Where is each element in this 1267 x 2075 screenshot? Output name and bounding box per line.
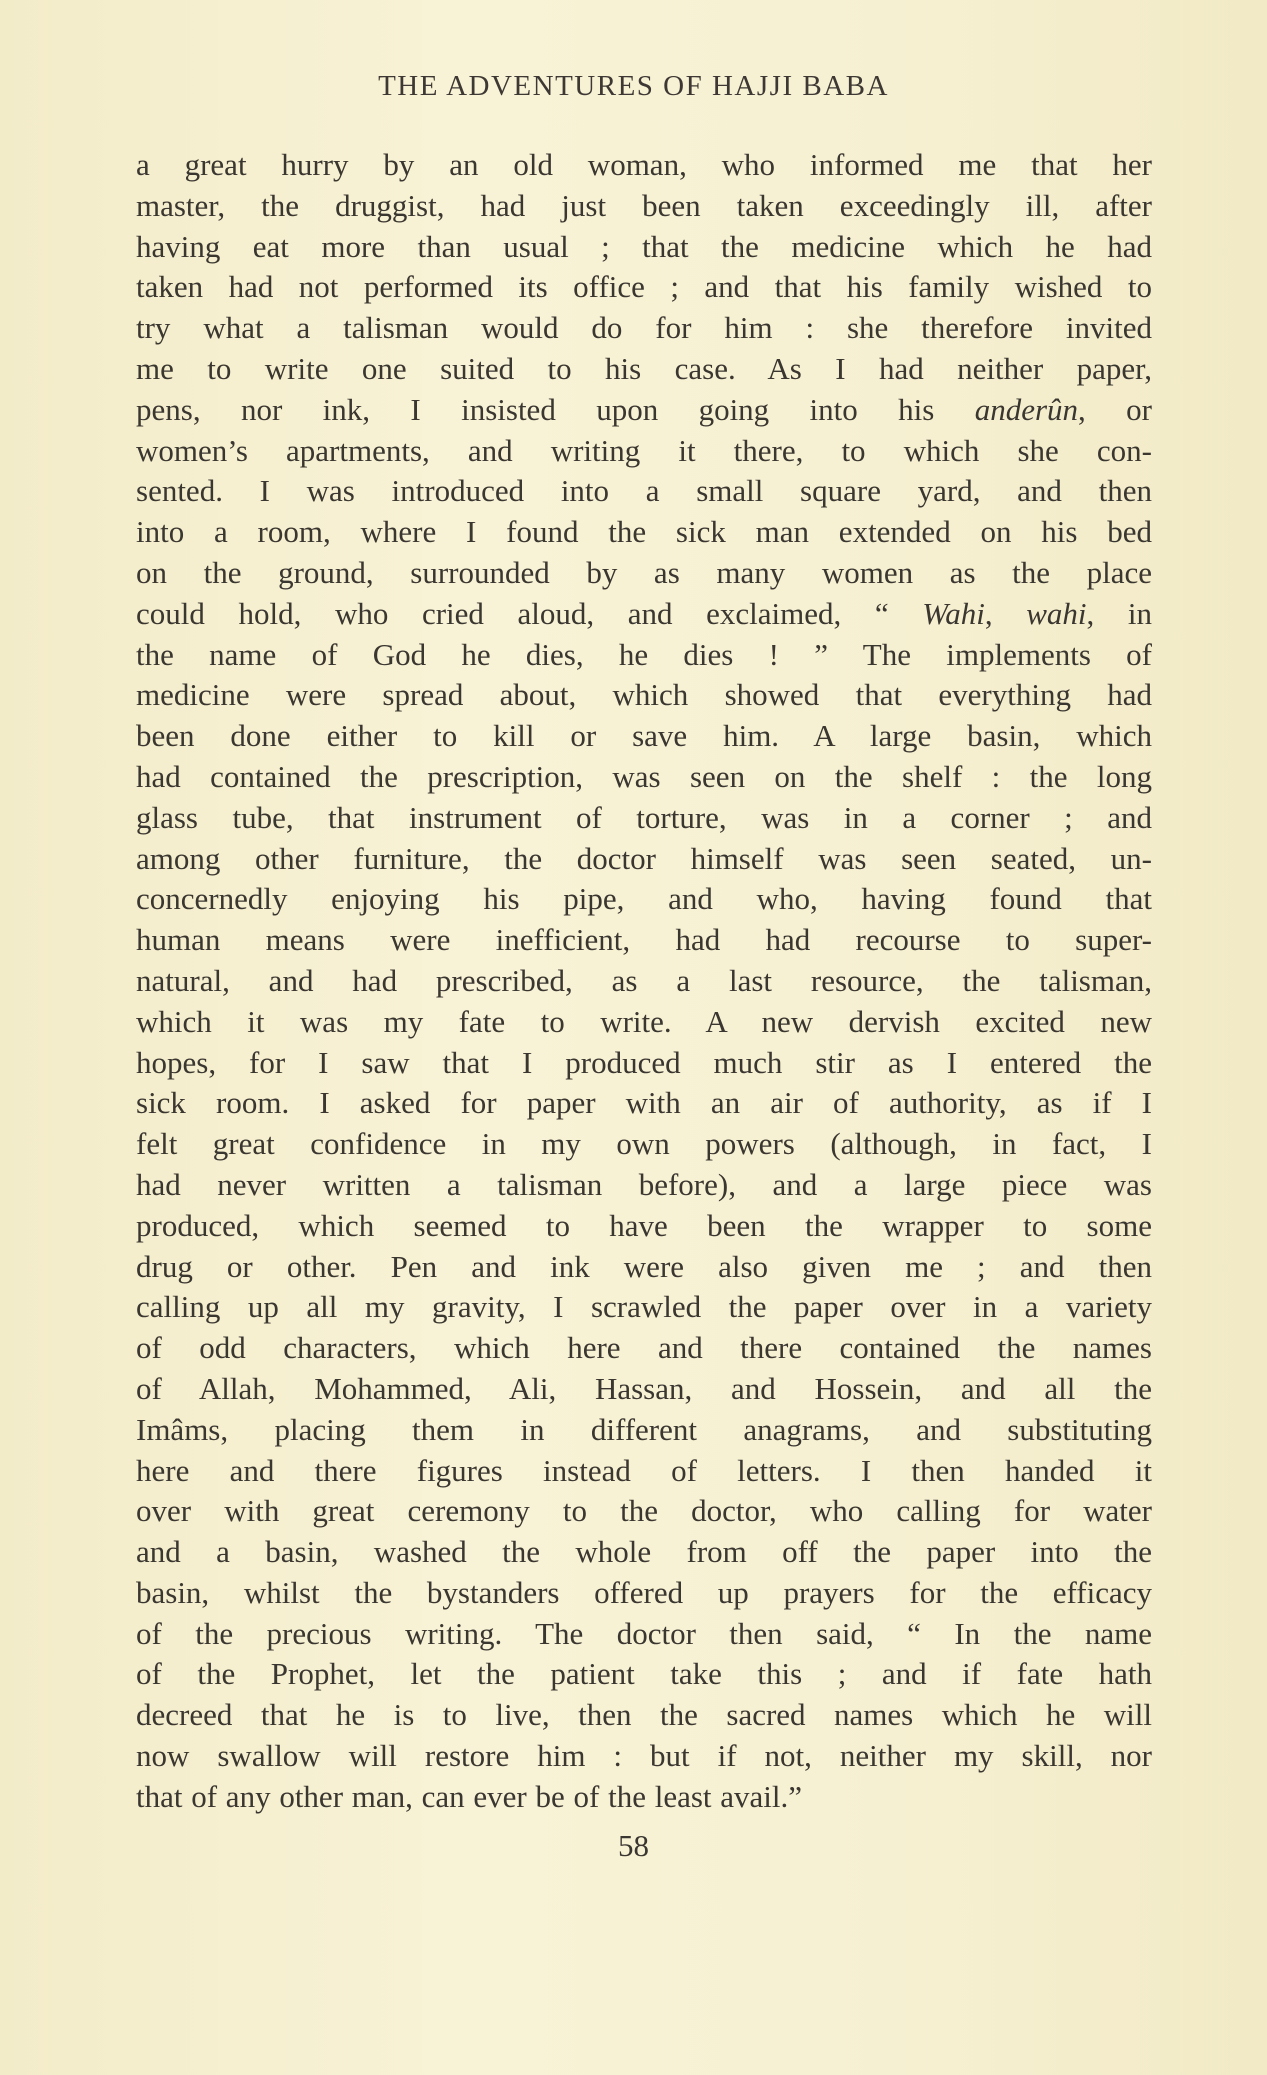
text-line: now swallow will restore him : but if not, neither my skill, nor — [136, 1738, 1152, 1774]
text-line: pens, nor ink, I insisted upon going into his anderûn, or — [136, 391, 1152, 427]
text-line: women’s apartments, and writing it there, to which she con- — [136, 432, 1152, 468]
italic-term: wahi — [1026, 595, 1087, 631]
text-line: drug or other. Pen and ink were also given me ; and then — [136, 1248, 1152, 1284]
text-line: hopes, for I saw that I produced much stir as I entered the — [136, 1044, 1152, 1080]
text-line: concernedly enjoying his pipe, and who, having found that — [136, 881, 1152, 917]
text-line: medicine were spread about, which showed that everything had — [136, 677, 1152, 713]
text-line: of Allah, Mohammed, Ali, Hassan, and Hossein, and all the — [136, 1370, 1152, 1406]
text-line: the name of God he dies, he dies ! ” The implements of — [136, 636, 1152, 672]
text-line: sented. I was introduced into a small square yard, and then — [136, 473, 1152, 509]
text-line: of odd characters, which here and there contained the names — [136, 1330, 1152, 1366]
italic-term: Wahi — [922, 595, 985, 631]
text-line: decreed that he is to live, then the sacred names which he will — [136, 1697, 1152, 1733]
text-line: having eat more than usual ; that the medicine which he had — [136, 228, 1152, 264]
text-line: had contained the prescription, was seen on the shelf : the long — [136, 758, 1152, 794]
text-line: of the Prophet, let the patient take this ; and if fate hath — [136, 1656, 1152, 1692]
text-line: could hold, who cried aloud, and exclaimed, “ Wahi, wahi, in — [136, 595, 1153, 631]
text-line: sick room. I asked for paper with an air of authority, as if I — [136, 1085, 1152, 1121]
text-line: been done either to kill or save him. A large basin, which — [136, 718, 1152, 754]
text-line: me to write one suited to his case. As I had neither paper, — [136, 350, 1152, 386]
text-line: Imâms, placing them in different anagrams, and substituting — [136, 1411, 1152, 1447]
text-line: had never written a talisman before), and a large piece was — [136, 1166, 1152, 1202]
text-line: of the precious writing. The doctor then said, “ In the name — [136, 1615, 1152, 1651]
text-line: calling up all my gravity, I scrawled the paper over in a variety — [136, 1289, 1152, 1325]
running-head: THE ADVENTURES OF HAJJI BABA — [378, 70, 889, 102]
text-line: try what a talisman would do for him : she therefore invited — [136, 310, 1152, 346]
text-line: here and there figures instead of letters. I then handed it — [136, 1452, 1152, 1488]
text-line: produced, which seemed to have been the wrapper to some — [136, 1207, 1152, 1243]
text-line: taken had not performed its office ; and that his family wished to — [136, 269, 1152, 305]
page-number: 58 — [618, 1828, 649, 1863]
text-line: over with great ceremony to the doctor, who calling for water — [136, 1493, 1152, 1529]
italic-term: anderûn — [974, 391, 1079, 427]
text-line: into a room, where I found the sick man extended on his bed — [136, 514, 1152, 550]
text-line: basin, whilst the bystanders offered up prayers for the efficacy — [136, 1574, 1152, 1610]
text-line: master, the druggist, had just been taken exceedingly ill, after — [136, 187, 1152, 223]
text-line: a great hurry by an old woman, who informed me that her — [136, 147, 1152, 182]
text-line: on the ground, surrounded by as many women as the place — [136, 554, 1152, 590]
text-line: natural, and had prescribed, as a last resource, the talisman, — [136, 962, 1152, 998]
text-line: glass tube, that instrument of torture, was in a corner ; and — [136, 799, 1152, 835]
text-line: and a basin, washed the whole from off the paper into the — [136, 1534, 1152, 1570]
text-line: felt great confidence in my own powers (although, in fact, I — [136, 1126, 1152, 1162]
text-line: among other furniture, the doctor himself was seen seated, un- — [136, 840, 1152, 876]
body-text — [136, 145, 1152, 1818]
text-line: which it was my fate to write. A new dervish excited new — [136, 1003, 1152, 1039]
text-line: human means were inefficient, had had recourse to super- — [136, 922, 1152, 958]
text-line: that of any other man, can ever be of the least avail.” — [136, 1778, 803, 1814]
